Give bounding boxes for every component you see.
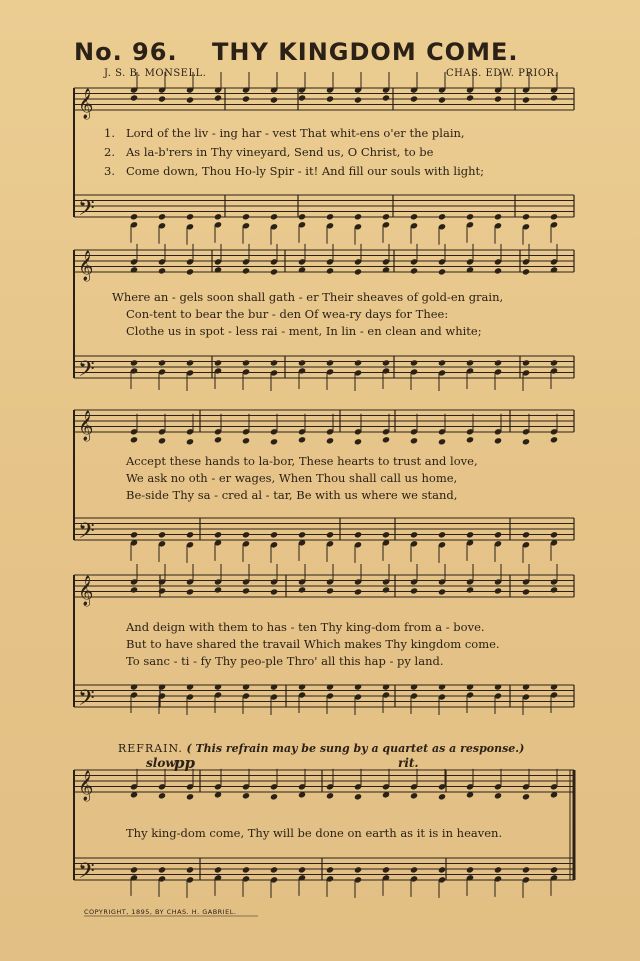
- verse-line: And deign with them to has - ten Thy king-dom from a - bove.: [126, 620, 485, 634]
- composer: CHAS. EDW. PRIOR.: [446, 68, 559, 79]
- hymn-title: THY KINGDOM COME.: [212, 38, 519, 66]
- rit-mark: rit.: [398, 756, 419, 770]
- verse-line: Accept these hands to la-bor, These hearts to trust and love,: [126, 454, 478, 468]
- svg-text:𝄞: 𝄞: [78, 89, 94, 119]
- verse-line: 3. Come down, Thou Ho-ly Spir - it! And fill our souls with light;: [104, 164, 485, 178]
- verse-line: Where an - gels soon shall gath - er Their sheaves of gold-en grain,: [112, 290, 504, 304]
- dynamic-mark: pp: [174, 754, 195, 772]
- svg-text:𝄢: 𝄢: [78, 686, 95, 716]
- verse-line: To sanc - ti - fy Thy peo-ple Thro' all this hap - py land.: [126, 654, 444, 668]
- svg-text:𝄢: 𝄢: [78, 357, 95, 387]
- refrain-note: ( This refrain may be sung by a quartet as a response.): [186, 742, 525, 755]
- hymn-number: No. 96.: [74, 38, 178, 66]
- verse-line: Con-tent to bear the bur - den Of wea-ry days for Thee:: [126, 307, 449, 321]
- verse-line: We ask no oth - er wages, When Thou shall call us home,: [126, 471, 458, 485]
- verse-line: Clothe us in spot - less rai - ment, In lin - en clean and white;: [126, 324, 482, 338]
- svg-text:𝄢: 𝄢: [78, 519, 95, 549]
- refrain-label: REFRAIN.: [118, 742, 183, 755]
- svg-text:𝄞: 𝄞: [78, 251, 94, 281]
- refrain-line: Thy king-dom come, Thy will be done on earth as it is in heaven.: [126, 826, 503, 840]
- svg-text:𝄞: 𝄞: [78, 411, 94, 441]
- lyricist: J. S. B. MONSELL.: [104, 68, 207, 79]
- verse-line: 1. Lord of the liv - ing har - vest That whit-ens o'er the plain,: [104, 126, 465, 140]
- copyright: COPYRIGHT, 1895, BY CHAS. H. GABRIEL.: [84, 908, 237, 916]
- svg-text:𝄢: 𝄢: [78, 196, 95, 226]
- svg-text:𝄞: 𝄞: [78, 771, 94, 801]
- verse-line: But to have shared the travail Which makes Thy kingdom come.: [126, 637, 500, 651]
- verse-line: 2. As la-b'rers in Thy vineyard, Send us, O Christ, to be: [104, 145, 434, 159]
- verse-line: Be-side Thy sa - cred al - tar, Be with us where we stand,: [126, 488, 458, 502]
- tempo-mark: slow.: [146, 756, 179, 770]
- svg-text:𝄢: 𝄢: [78, 859, 95, 889]
- svg-text:𝄞: 𝄞: [78, 576, 94, 606]
